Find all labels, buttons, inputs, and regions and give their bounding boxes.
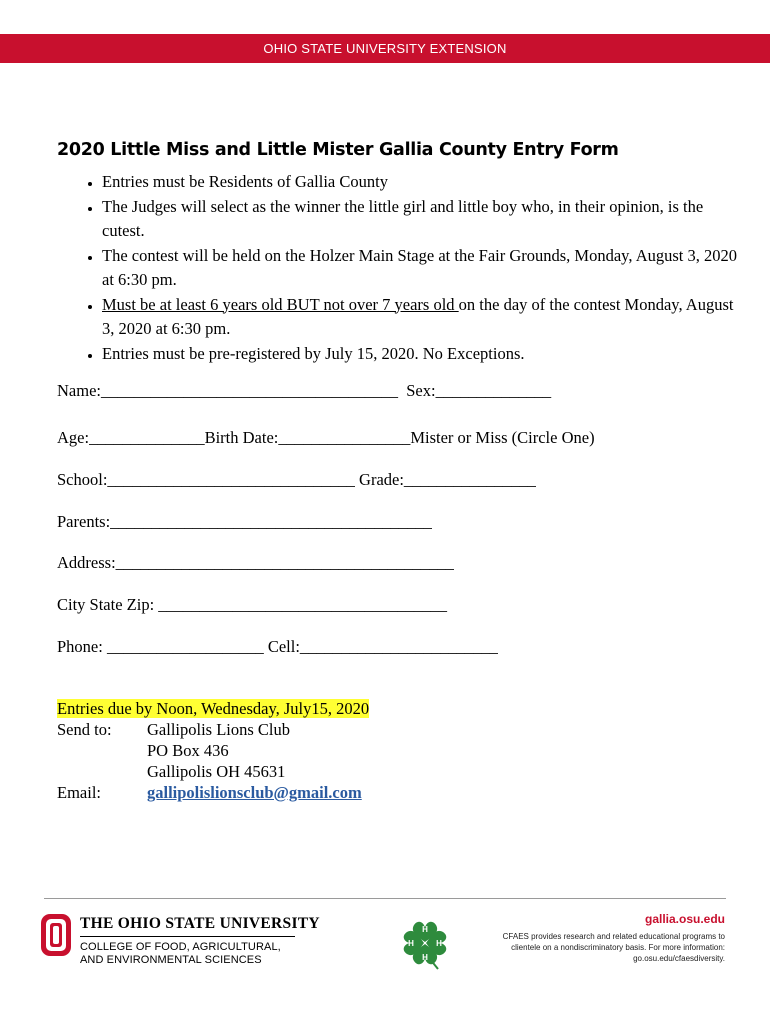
submission-info xyxy=(57,698,369,803)
address-line: Gallipolis OH 45631 xyxy=(147,762,286,781)
svg-text:H: H xyxy=(422,953,428,962)
block-o-icon xyxy=(40,913,72,957)
parents-field[interactable]: Parents:_______________________________________ xyxy=(57,512,432,531)
city-state-zip-field[interactable]: City State Zip: ___________________________________ xyxy=(57,595,448,614)
website-link[interactable]: gallia.osu.edu xyxy=(644,912,725,926)
age-birthdate-field[interactable]: Age:______________Birth Date:________________Mister or Miss (Circle One) xyxy=(57,428,595,447)
four-h-clover-icon xyxy=(400,918,450,970)
rule-item: • Entries must be Residents of Gallia County xyxy=(102,170,737,195)
college-name: COLLEGE OF FOOD, AGRICULTURAL, AND ENVIRONMENTAL SCIENCES xyxy=(80,941,281,966)
rule-item: • Entries must be pre-registered by July 15, 2020. No Exceptions. xyxy=(102,342,737,367)
address-field[interactable]: Address:_________________________________________ xyxy=(57,553,454,572)
send-to-label: Send to: xyxy=(57,720,112,739)
mailing-address xyxy=(147,719,290,782)
svg-text:H: H xyxy=(422,925,428,934)
phone-cell-field[interactable]: Phone: ___________________ Cell:________________________ xyxy=(57,637,498,656)
form-title: 2020 Little Miss and Little Mister Gallia County Entry Form xyxy=(57,140,619,160)
address-line: PO Box 436 xyxy=(147,741,229,760)
university-name: THE OHIO STATE UNIVERSITY xyxy=(80,915,320,932)
extension-banner: OHIO STATE UNIVERSITY EXTENSION xyxy=(0,34,770,63)
name-sex-field[interactable]: Name:____________________________________ Sex:______________ xyxy=(57,381,552,400)
footer-divider xyxy=(44,898,726,899)
age-rule-underlined: Must be at least 6 years old BUT not over 7 years old xyxy=(102,294,459,314)
rule-item-age xyxy=(102,293,737,342)
address-line: Gallipolis Lions Club xyxy=(147,720,291,739)
university-underline xyxy=(80,936,295,937)
deadline-text: Entries due by Noon, Wednesday, July15, 2020 xyxy=(57,699,370,718)
rule-item: • The contest will be held on the Holzer Main Stage at the Fair Grounds, Monday, August 3, 2020 at 6:30 pm. xyxy=(102,244,737,293)
school-grade-field[interactable]: School:______________________________ Grade:________________ xyxy=(57,470,536,489)
rules-list xyxy=(57,170,737,366)
email-label: Email: xyxy=(57,783,101,802)
email-link[interactable]: gallipolislionsclub@gmail.com xyxy=(147,783,362,802)
svg-text:H: H xyxy=(436,939,442,948)
age-rule-rest: on the day of the contest Monday, August 3, 2020 at 6:30 pm. xyxy=(102,294,734,338)
nondiscrimination-statement: CFAES provides research and related educational programs to clientele on a nondiscriminatory basis. For more information: go.osu.edu/cfaesdiversity. xyxy=(502,932,725,963)
rule-item: • The Judges will select as the winner the little girl and little boy who, in their opinion, is the cutest. xyxy=(102,195,737,244)
svg-text:H: H xyxy=(408,939,414,948)
